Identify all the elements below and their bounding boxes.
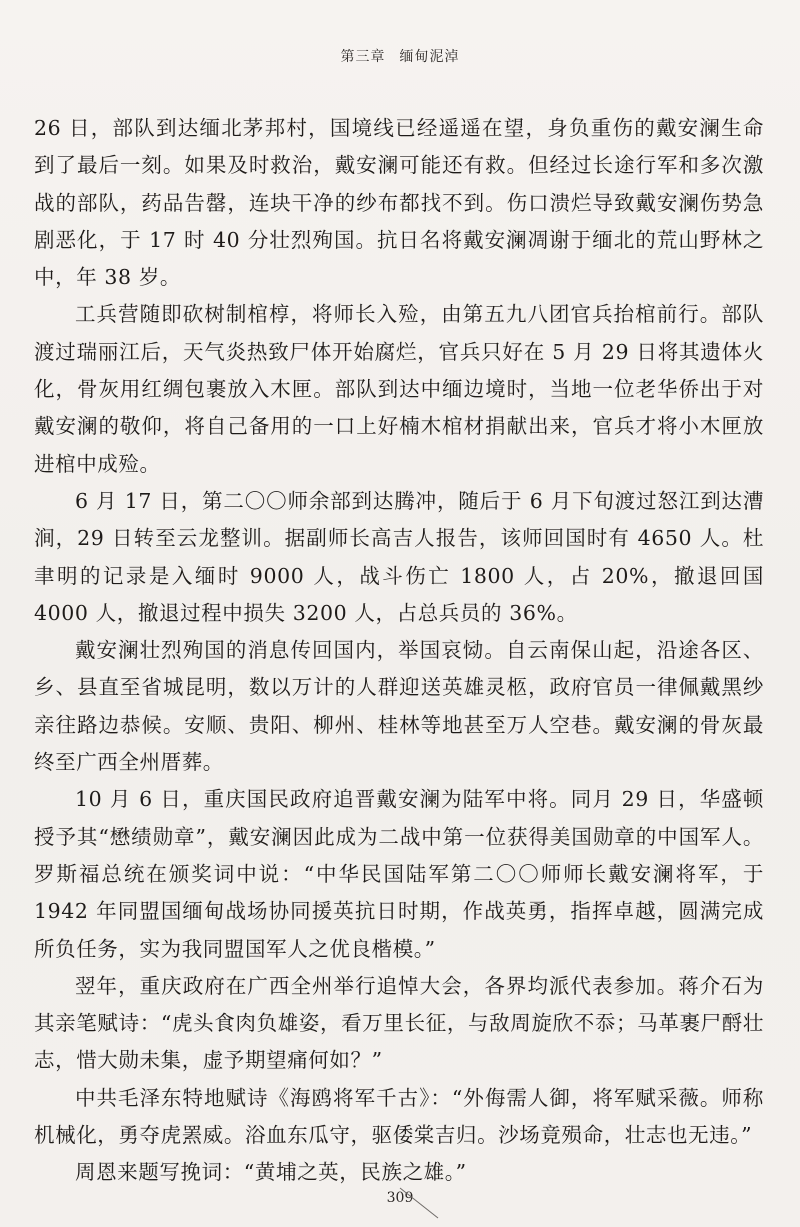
chapter-number: 第三章 bbox=[340, 49, 386, 65]
paragraph: 中共毛泽东特地赋诗《海鸥将军千古》：“外侮需人御，将军赋采薇。师称机械化，勇夺虎罴威。浴血东瓜守，驱倭棠吉归。沙场竟殒命，壮志也无违。” bbox=[34, 1085, 764, 1148]
paragraph: 翌年，重庆政府在广西全州举行追悼大会，各界均派代表参加。蒋介石为其亲笔赋诗：“虎头食肉负雄姿，看万里长征，与敌周旋欣不忝；马革裹尸酹壮志，惜大勋未集，虚予期望痛何如？” bbox=[34, 973, 764, 1073]
chapter-title: 缅甸泥淖 bbox=[399, 49, 460, 65]
page-number: 309 bbox=[386, 1190, 414, 1206]
paragraph: 26 日，部队到达缅北茅邦村，国境线已经遥遥在望，身负重伤的戴安澜生命到了最后一刻。如果及时救治，戴安澜可能还有救。但经过长途行军和多次激战的部队，药品告罄，连块干净的纱布都找不到。伤口溃烂导致戴安澜伤势急剧恶化，于 17 时 40 分壮烈殉国。抗日名将戴安澜凋谢于缅北的荒山野林之中，年 38 岁。 bbox=[34, 116, 764, 290]
body-text bbox=[34, 110, 764, 1192]
paragraph: 10 月 6 日，重庆国民政府追晋戴安澜为陆军中将。同月 29 日，华盛顿授予其“懋绩勋章”，戴安澜因此成为二战中第一位获得美国勋章的中国军人。罗斯福总统在颁奖词中说：“中华民国陆军第二〇〇师师长戴安澜将军，于 1942 年同盟国缅甸战场协同援英抗日时期，作战英勇，指挥卓越，圆满完成所负任务，实为我同盟国军人之优良楷模。” bbox=[34, 787, 764, 961]
running-header bbox=[0, 46, 800, 66]
paragraph: 工兵营随即砍树制棺椁，将师长入殓，由第五九八团官兵抬棺前行。部队渡过瑞丽江后，天气炎热致尸体开始腐烂，官兵只好在 5 月 29 日将其遗体火化，骨灰用红绸包裹放入木匣。部队到达中缅边境时，当地一位老华侨出于对戴安澜的敬仰，将自己备用的一口上好楠木棺材捐献出来，官兵才将小木匣放进棺中成殓。 bbox=[34, 302, 764, 476]
paragraph: 周恩来题写挽词：“黄埔之英，民族之雄。” bbox=[75, 1160, 467, 1185]
pen-stroke-mark bbox=[398, 1186, 442, 1222]
paragraph: 戴安澜壮烈殉国的消息传回国内，举国哀恸。自云南保山起，沿途各区、乡、县直至省城昆明，数以万计的人群迎送英雄灵柩，政府官员一律佩戴黑纱亲往路边恭候。安顺、贵阳、柳州、桂林等地甚至万人空巷。戴安澜的骨灰最终至广西全州厝葬。 bbox=[34, 638, 764, 775]
paragraph: 6 月 17 日，第二〇〇师余部到达腾冲，随后于 6 月下旬渡过怒江到达漕涧，29 日转至云龙整训。据副师长高吉人报告，该师回国时有 4650 人。杜聿明的记录是入缅时 9000 人，战斗伤亡 1800 人，占 20%，撤退回国 4000 人，撤退过程中损失 3200 人，占总兵员的 36%。 bbox=[34, 488, 764, 625]
